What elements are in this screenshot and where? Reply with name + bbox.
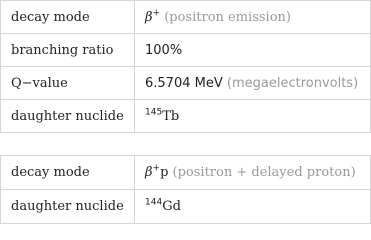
- table-row: [1, 67, 371, 100]
- row-label: branching ratio: [1, 34, 135, 67]
- table-row: [1, 100, 371, 133]
- decay-table-2: [0, 155, 371, 224]
- table-row: [1, 156, 371, 190]
- row-label: daughter nuclide: [1, 190, 135, 224]
- row-label: decay mode: [1, 1, 135, 34]
- branching-ratio-value: 100%: [135, 34, 371, 67]
- daughter-nuclide-value: $^{144}$Gd: [135, 190, 371, 224]
- table-row: [1, 1, 371, 34]
- table-row: [1, 34, 371, 67]
- row-label: daughter nuclide: [1, 100, 135, 133]
- row-label: decay mode: [1, 156, 135, 190]
- daughter-nuclide-value: $^{145}$Tb: [135, 100, 371, 133]
- row-label: Q−value: [1, 67, 135, 100]
- q-value: 6.5704 MeV (megaelectronvolts): [135, 67, 371, 100]
- decay-mode-value: β+p (positron + delayed proton): [135, 156, 371, 190]
- decay-mode-value: β+ (positron emission): [135, 1, 371, 34]
- table-row: [1, 190, 371, 224]
